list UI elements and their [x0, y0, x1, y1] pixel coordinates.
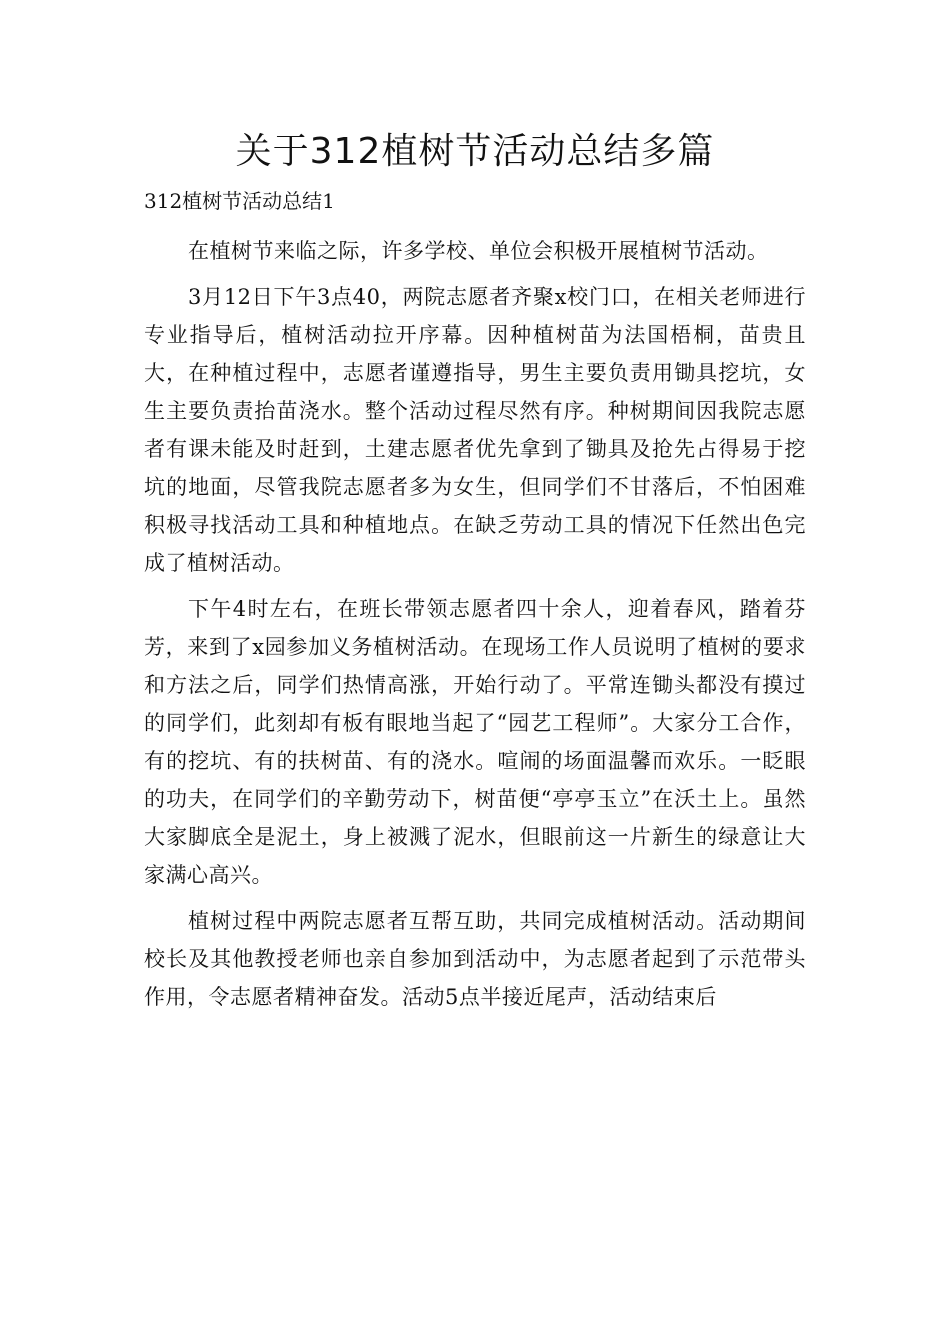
paragraph: 在植树节来临之际，许多学校、单位会积极开展植树节活动。	[188, 239, 769, 263]
section-heading: 312植树节活动总结1	[144, 189, 335, 213]
document-body	[144, 232, 806, 1024]
paragraph: 下午4时左右，在班长带领志愿者四十余人，迎着春风，踏着芬芳，来到了x园参加义务植树活动。在现场工作人员说明了植树的要求和方法之后，同学们热情高涨，开始行动了。平常连锄头都没有摸过的同学们，此刻却有板有眼地当起了“园艺工程师”。大家分工合作，有的挖坑、有的扶树苗、有的浇水。喧闹的场面温馨而欢乐。一眨眼的功夫，在同学们的辛勤劳动下，树苗便“亭亭玉立”在沃土上。虽然大家脚底全是泥土，身上被溅了泥水，但眼前这一片新生的绿意让大家满心高兴。	[144, 597, 806, 887]
paragraph: 植树过程中两院志愿者互帮互助，共同完成植树活动。活动期间校长及其他教授老师也亲自参加到活动中，为志愿者起到了示范带头作用，令志愿者精神奋发。活动5点半接近尾声，活动结束后	[144, 909, 806, 1009]
document-title: 关于312植树节活动总结多篇	[235, 131, 715, 172]
paragraph: 3月12日下午3点40，两院志愿者齐聚x校门口，在相关老师进行专业指导后，植树活动拉开序幕。因种植树苗为法国梧桐，苗贵且大，在种植过程中，志愿者谨遵指导，男生主要负责用锄具挖坑，女生主要负责抬苗浇水。整个活动过程尽然有序。种树期间因我院志愿者有课未能及时赶到，土建志愿者优先拿到了锄具及抢先占得易于挖坑的地面，尽管我院志愿者多为女生，但同学们不甘落后，不怕困难积极寻找活动工具和种植地点。在缺乏劳动工具的情况下任然出色完成了植树活动。	[144, 285, 806, 575]
